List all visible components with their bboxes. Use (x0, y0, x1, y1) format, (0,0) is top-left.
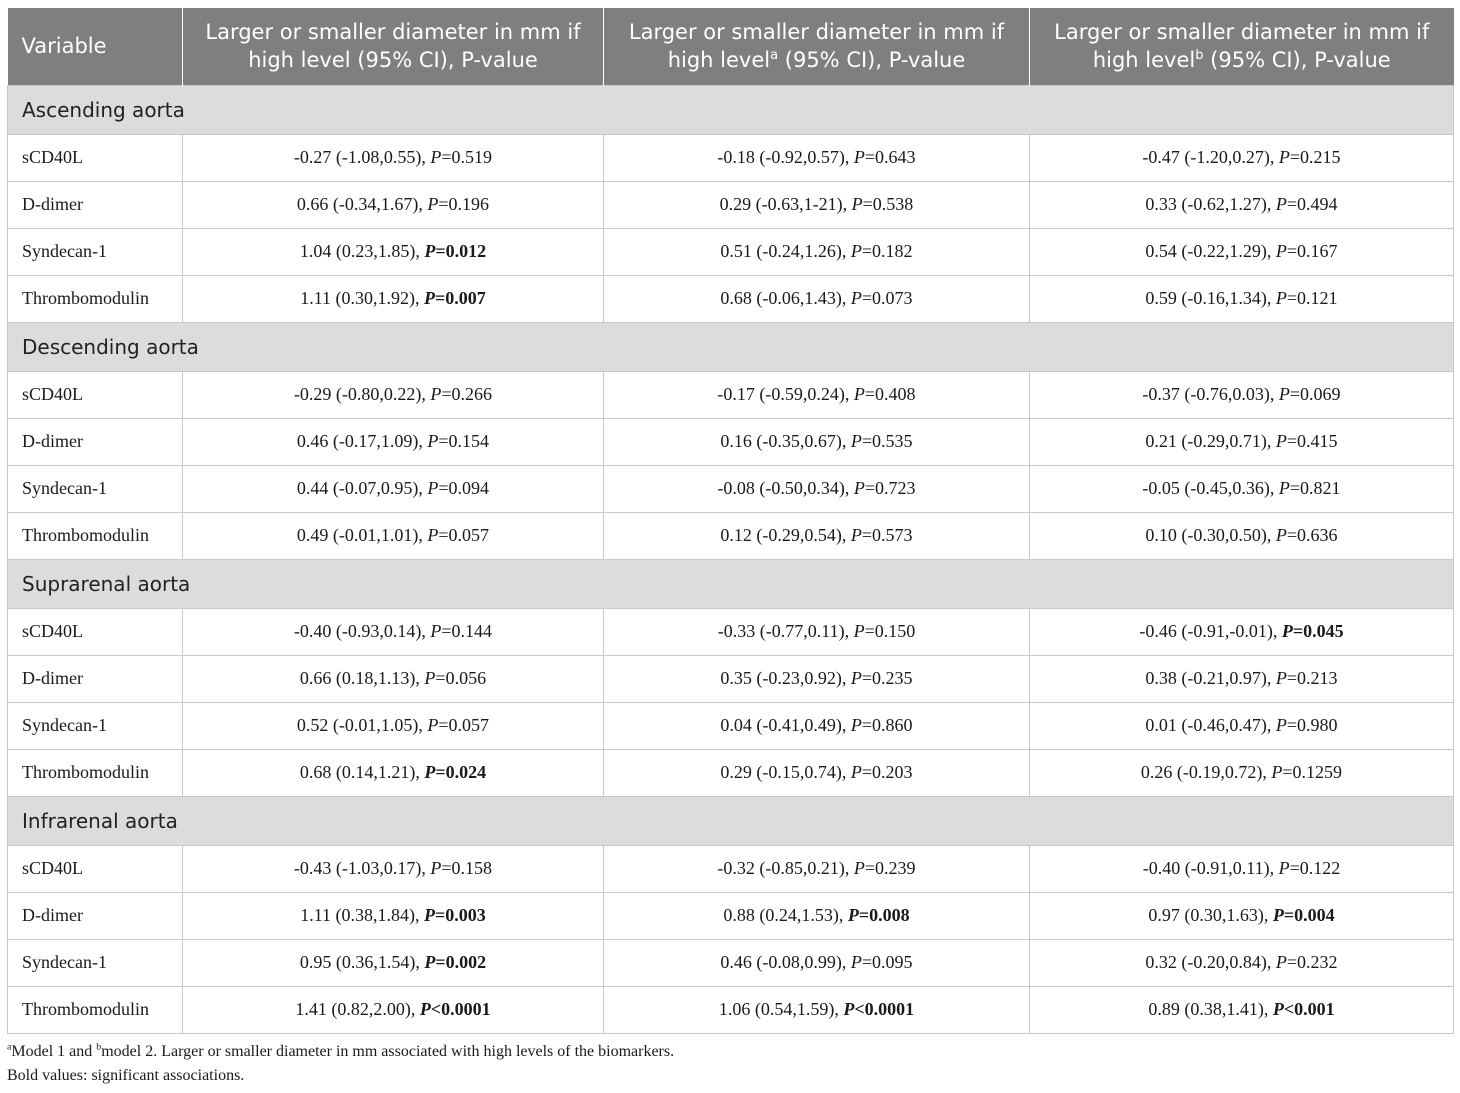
p-label: P (1272, 905, 1284, 925)
p-number: =0.860 (861, 715, 913, 735)
variable-cell: sCD40L (8, 371, 183, 418)
p-value (427, 525, 489, 545)
footnotes (7, 1040, 674, 1088)
estimate-cell (183, 134, 604, 181)
p-label: P (424, 668, 436, 688)
p-label: P (850, 525, 862, 545)
estimate-value: 0.04 (-0.41,0.49), (720, 715, 851, 735)
p-number: =0.519 (441, 147, 493, 167)
estimate-cell (1030, 986, 1454, 1033)
estimate-value: 0.33 (-0.62,1.27), (1145, 194, 1276, 214)
estimate-value: -0.32 (-0.85,0.21), (717, 858, 854, 878)
estimate-cell (604, 512, 1030, 559)
variable-cell: sCD40L (8, 608, 183, 655)
p-label: P (1281, 621, 1293, 641)
p-label: P (1275, 431, 1287, 451)
variable-cell: Syndecan-1 (8, 465, 183, 512)
p-number: =0.573 (861, 525, 913, 545)
p-label: P (1272, 999, 1284, 1019)
estimate-value: 0.12 (-0.29,0.54), (720, 525, 851, 545)
p-value (430, 858, 492, 878)
variable-cell: sCD40L (8, 845, 183, 892)
p-number: =0.215 (1289, 147, 1341, 167)
table-row (8, 986, 1454, 1033)
p-number: <0.001 (1283, 999, 1335, 1019)
section-title: Infrarenal aorta (8, 796, 1454, 845)
table-row (8, 512, 1454, 559)
p-value (1273, 905, 1335, 925)
p-value (1279, 384, 1341, 404)
estimate-cell (604, 371, 1030, 418)
estimate-value: -0.18 (-0.92,0.57), (717, 147, 854, 167)
estimate-value: 0.29 (-0.15,0.74), (720, 762, 851, 782)
p-label: P (843, 999, 855, 1019)
p-value (854, 621, 916, 641)
estimate-value: -0.47 (-1.20,0.27), (1142, 147, 1279, 167)
p-label: P (853, 478, 865, 498)
estimate-value: -0.43 (-1.03,0.17), (293, 858, 431, 878)
p-number: =0.002 (435, 952, 487, 972)
p-number: =0.007 (435, 288, 486, 308)
estimate-value: 0.51 (-0.24,1.26), (720, 241, 851, 261)
estimate-value: 0.46 (-0.17,1.09), (296, 431, 428, 451)
p-number: =0.535 (861, 431, 913, 451)
table-row (8, 418, 1454, 465)
section-title: Descending aorta (8, 322, 1454, 371)
variable-cell: Syndecan-1 (8, 939, 183, 986)
variable-cell: Thrombomodulin (8, 275, 183, 322)
p-value (1276, 715, 1338, 735)
p-number: =0.056 (435, 668, 487, 688)
variable-cell: D-dimer (8, 655, 183, 702)
variable-cell: Thrombomodulin (8, 986, 183, 1033)
table-row (8, 228, 1454, 275)
p-number: <0.0001 (430, 999, 491, 1019)
p-label: P (853, 621, 865, 641)
p-value (851, 431, 913, 451)
p-label: P (1275, 194, 1287, 214)
p-label: P (853, 858, 865, 878)
section-row (8, 85, 1454, 134)
estimate-cell (604, 181, 1030, 228)
p-label: P (850, 241, 862, 261)
p-label: P (1278, 384, 1290, 404)
p-number: =0.232 (1286, 952, 1338, 972)
table-row (8, 465, 1454, 512)
estimate-value: -0.05 (-0.45,0.36), (1142, 478, 1279, 498)
estimate-value: 0.35 (-0.23,0.92), (720, 668, 851, 688)
p-number: =0.235 (861, 668, 913, 688)
p-number: <0.0001 (854, 999, 915, 1019)
p-label: P (424, 952, 436, 972)
estimate-value: 0.44 (-0.07,0.95), (296, 478, 428, 498)
table-header (8, 8, 1454, 85)
section-title: Ascending aorta (8, 85, 1454, 134)
estimate-cell (604, 275, 1030, 322)
estimate-value: 0.10 (-0.30,0.50), (1145, 525, 1276, 545)
estimate-value: 0.59 (-0.16,1.34), (1145, 288, 1276, 308)
p-value (854, 858, 916, 878)
p-number: =0.158 (441, 858, 493, 878)
estimate-cell (183, 845, 604, 892)
p-value (1276, 668, 1338, 688)
p-number: =0.012 (435, 241, 487, 261)
p-value (427, 194, 489, 214)
estimate-cell (604, 892, 1030, 939)
p-number: =0.182 (861, 241, 913, 261)
estimate-cell (183, 181, 604, 228)
estimate-cell (183, 608, 604, 655)
estimate-cell (604, 749, 1030, 796)
p-number: =0.057 (438, 715, 490, 735)
variable-cell: D-dimer (8, 418, 183, 465)
p-label: P (1275, 525, 1287, 545)
p-value (427, 715, 489, 735)
p-number: =0.045 (1292, 621, 1344, 641)
p-number: =0.213 (1286, 668, 1338, 688)
p-value (424, 952, 486, 972)
p-label: P (1278, 858, 1290, 878)
p-number: =0.057 (438, 525, 490, 545)
p-value (1276, 431, 1338, 451)
p-value (854, 384, 916, 404)
p-label: P (850, 952, 862, 972)
variable-cell: sCD40L (8, 134, 183, 181)
p-label: P (430, 384, 442, 404)
estimate-cell (604, 986, 1030, 1033)
p-label: P (430, 858, 442, 878)
p-label: P (851, 194, 863, 214)
section-row (8, 796, 1454, 845)
estimate-value: 0.68 (0.14,1.21), (299, 762, 425, 782)
p-number: =0.069 (1289, 384, 1341, 404)
p-number: =0.196 (438, 194, 490, 214)
p-value (1276, 525, 1338, 545)
p-value (1271, 762, 1342, 782)
table-row (8, 181, 1454, 228)
p-number: =0.003 (435, 905, 486, 925)
p-label: P (1278, 147, 1290, 167)
p-value (420, 999, 491, 1019)
estimate-cell (1030, 418, 1454, 465)
p-label: P (424, 762, 436, 782)
table-row (8, 371, 1454, 418)
p-label: P (850, 431, 862, 451)
p-label: P (850, 715, 862, 735)
estimate-value: 0.29 (-0.63,1-21), (719, 194, 852, 214)
p-number: =0.004 (1283, 905, 1335, 925)
table-body (8, 85, 1454, 1033)
estimate-cell (183, 512, 604, 559)
estimate-value: 0.54 (-0.22,1.29), (1145, 241, 1276, 261)
p-number: =0.1259 (1282, 762, 1343, 782)
table-row (8, 134, 1454, 181)
estimate-value: -0.40 (-0.91,0.11), (1142, 858, 1279, 878)
variable-cell: Syndecan-1 (8, 702, 183, 749)
estimate-value: 1.06 (0.54,1.59), (718, 999, 844, 1019)
estimate-cell (1030, 371, 1454, 418)
p-label: P (430, 621, 442, 641)
table-row (8, 655, 1454, 702)
estimate-value: -0.46 (-0.91,-0.01), (1139, 621, 1282, 641)
table-row (8, 275, 1454, 322)
p-label: P (427, 478, 439, 498)
p-label: P (424, 241, 436, 261)
p-number: =0.095 (861, 952, 913, 972)
estimate-cell (604, 939, 1030, 986)
p-value (852, 194, 914, 214)
p-value (1276, 194, 1338, 214)
estimate-cell (183, 702, 604, 749)
estimate-cell (604, 418, 1030, 465)
estimate-value: 0.52 (-0.01,1.05), (296, 715, 428, 735)
estimate-value: 1.11 (0.38,1.84), (300, 905, 425, 925)
p-value (424, 668, 486, 688)
p-value (430, 621, 492, 641)
p-label: P (424, 905, 436, 925)
estimate-value: 0.26 (-0.19,0.72), (1140, 762, 1272, 782)
p-value (1279, 858, 1341, 878)
p-label: P (850, 668, 862, 688)
estimate-value: 0.95 (0.36,1.54), (299, 952, 425, 972)
p-value (1276, 241, 1338, 261)
estimate-value: 0.89 (0.38,1.41), (1148, 999, 1273, 1019)
header-model-1: Larger or smaller diameter in mm if high level$^a$ (95% CI), P-value (604, 8, 1030, 85)
p-number: =0.122 (1289, 858, 1341, 878)
estimate-cell (1030, 181, 1454, 228)
p-value (1276, 288, 1338, 308)
p-value (851, 952, 913, 972)
p-value (851, 668, 913, 688)
table-row (8, 845, 1454, 892)
p-number: =0.167 (1286, 241, 1338, 261)
p-label: P (850, 762, 862, 782)
estimate-value: -0.27 (-1.08,0.55), (293, 147, 431, 167)
estimate-value: 0.88 (0.24,1.53), (723, 905, 848, 925)
p-value (424, 762, 486, 782)
estimate-cell (1030, 228, 1454, 275)
p-value (854, 478, 916, 498)
estimate-cell (1030, 749, 1454, 796)
estimate-cell (183, 939, 604, 986)
header-variable: Variable (8, 8, 183, 85)
estimate-value: 0.97 (0.30,1.63), (1148, 905, 1273, 925)
p-number: =0.094 (438, 478, 490, 498)
estimate-cell (1030, 845, 1454, 892)
p-number: =0.821 (1289, 478, 1341, 498)
footnote-models: $^a$Model 1 and $^b$model 2. Larger or smaller diameter in mm associated with high levels of the biomarkers. (7, 1041, 675, 1060)
estimate-value: 1.11 (0.30,1.92), (300, 288, 425, 308)
p-label: P (424, 288, 436, 308)
estimate-cell (1030, 134, 1454, 181)
estimate-cell (604, 655, 1030, 702)
table-row (8, 892, 1454, 939)
p-number: =0.073 (861, 288, 913, 308)
estimate-cell (183, 228, 604, 275)
estimate-cell (1030, 939, 1454, 986)
p-value (1273, 999, 1335, 1019)
estimate-value: 0.68 (-0.06,1.43), (720, 288, 851, 308)
p-value (430, 384, 492, 404)
p-label: P (1275, 241, 1287, 261)
estimate-value: 1.04 (0.23,1.85), (299, 241, 425, 261)
p-value (851, 715, 913, 735)
estimate-cell (183, 465, 604, 512)
p-number: =0.154 (438, 431, 490, 451)
estimate-cell (604, 228, 1030, 275)
p-label: P (1275, 952, 1287, 972)
p-value (851, 762, 913, 782)
estimate-cell (604, 134, 1030, 181)
p-label: P (430, 147, 442, 167)
p-value (424, 288, 486, 308)
p-number: =0.538 (862, 194, 914, 214)
estimate-cell (1030, 892, 1454, 939)
p-label: P (427, 431, 439, 451)
estimate-value: 0.16 (-0.35,0.67), (720, 431, 851, 451)
p-value (424, 905, 486, 925)
table-row (8, 749, 1454, 796)
p-label: P (419, 999, 431, 1019)
estimate-value: 0.49 (-0.01,1.01), (296, 525, 428, 545)
variable-cell: D-dimer (8, 181, 183, 228)
estimate-value: 0.32 (-0.20,0.84), (1145, 952, 1276, 972)
variable-cell: Thrombomodulin (8, 512, 183, 559)
p-label: P (1275, 715, 1287, 735)
p-number: =0.150 (864, 621, 916, 641)
p-value (424, 241, 486, 261)
estimate-value: 1.41 (0.82,2.00), (295, 999, 420, 1019)
estimate-cell (1030, 655, 1454, 702)
p-number: =0.723 (864, 478, 916, 498)
p-label: P (1275, 288, 1287, 308)
estimate-cell (604, 608, 1030, 655)
p-label: P (1278, 478, 1290, 498)
estimate-value: 0.46 (-0.08,0.99), (720, 952, 851, 972)
p-label: P (853, 147, 865, 167)
estimate-cell (1030, 512, 1454, 559)
estimate-cell (1030, 275, 1454, 322)
estimate-cell (1030, 608, 1454, 655)
p-number: =0.024 (435, 762, 487, 782)
estimate-value: -0.33 (-0.77,0.11), (717, 621, 854, 641)
p-number: =0.144 (441, 621, 493, 641)
p-value (851, 288, 913, 308)
estimate-cell (183, 749, 604, 796)
p-value (848, 905, 910, 925)
estimate-cell (604, 702, 1030, 749)
section-title: Suprarenal aorta (8, 559, 1454, 608)
p-label: P (847, 905, 859, 925)
estimate-cell (604, 465, 1030, 512)
p-label: P (427, 194, 439, 214)
variable-cell: Syndecan-1 (8, 228, 183, 275)
p-value (1276, 952, 1338, 972)
section-row (8, 559, 1454, 608)
estimate-value: 0.01 (-0.46,0.47), (1145, 715, 1276, 735)
p-value (427, 431, 489, 451)
table-row (8, 939, 1454, 986)
p-value (851, 241, 913, 261)
p-label: P (1275, 668, 1287, 688)
p-label: P (427, 715, 439, 735)
estimate-value: -0.29 (-0.80,0.22), (293, 384, 431, 404)
header-unadjusted: Larger or smaller diameter in mm if high level (95% CI), P-value (183, 8, 604, 85)
p-value (854, 147, 916, 167)
header-model-2: Larger or smaller diameter in mm if high level$^b$ (95% CI), P-value (1030, 8, 1454, 85)
p-label: P (427, 525, 439, 545)
estimate-cell (183, 655, 604, 702)
estimate-cell (1030, 465, 1454, 512)
estimate-value: -0.17 (-0.59,0.24), (717, 384, 854, 404)
variable-cell: Thrombomodulin (8, 749, 183, 796)
table-row (8, 608, 1454, 655)
p-number: =0.239 (864, 858, 916, 878)
p-number: =0.980 (1286, 715, 1338, 735)
p-value (851, 525, 913, 545)
estimate-value: 0.66 (0.18,1.13), (299, 668, 425, 688)
p-value (1282, 621, 1344, 641)
p-label: P (850, 288, 862, 308)
estimate-cell (1030, 702, 1454, 749)
p-value (1279, 478, 1341, 498)
p-number: =0.408 (864, 384, 916, 404)
estimate-value: -0.08 (-0.50,0.34), (717, 478, 854, 498)
estimate-cell (183, 371, 604, 418)
p-number: =0.636 (1286, 525, 1338, 545)
p-number: =0.266 (441, 384, 493, 404)
p-value (1279, 147, 1341, 167)
estimate-cell (183, 986, 604, 1033)
results-table (7, 8, 1454, 1034)
estimate-cell (183, 892, 604, 939)
estimate-value: 0.66 (-0.34,1.67), (296, 194, 428, 214)
estimate-value: 0.21 (-0.29,0.71), (1145, 431, 1276, 451)
p-value (843, 999, 914, 1019)
p-number: =0.121 (1286, 288, 1338, 308)
p-value (430, 147, 492, 167)
estimate-value: -0.40 (-0.93,0.14), (293, 621, 431, 641)
p-number: =0.415 (1286, 431, 1338, 451)
p-value (427, 478, 489, 498)
footnote-bold: Bold values: significant associations. (7, 1067, 245, 1084)
estimate-cell (183, 275, 604, 322)
p-label: P (853, 384, 865, 404)
estimate-value: 0.38 (-0.21,0.97), (1145, 668, 1276, 688)
estimate-cell (604, 845, 1030, 892)
estimate-cell (183, 418, 604, 465)
p-number: =0.643 (864, 147, 916, 167)
p-number: =0.494 (1286, 194, 1338, 214)
section-row (8, 322, 1454, 371)
variable-cell: D-dimer (8, 892, 183, 939)
p-number: =0.008 (858, 905, 910, 925)
p-label: P (1271, 762, 1283, 782)
estimate-value: -0.37 (-0.76,0.03), (1142, 384, 1279, 404)
p-number: =0.203 (861, 762, 913, 782)
table-row (8, 702, 1454, 749)
